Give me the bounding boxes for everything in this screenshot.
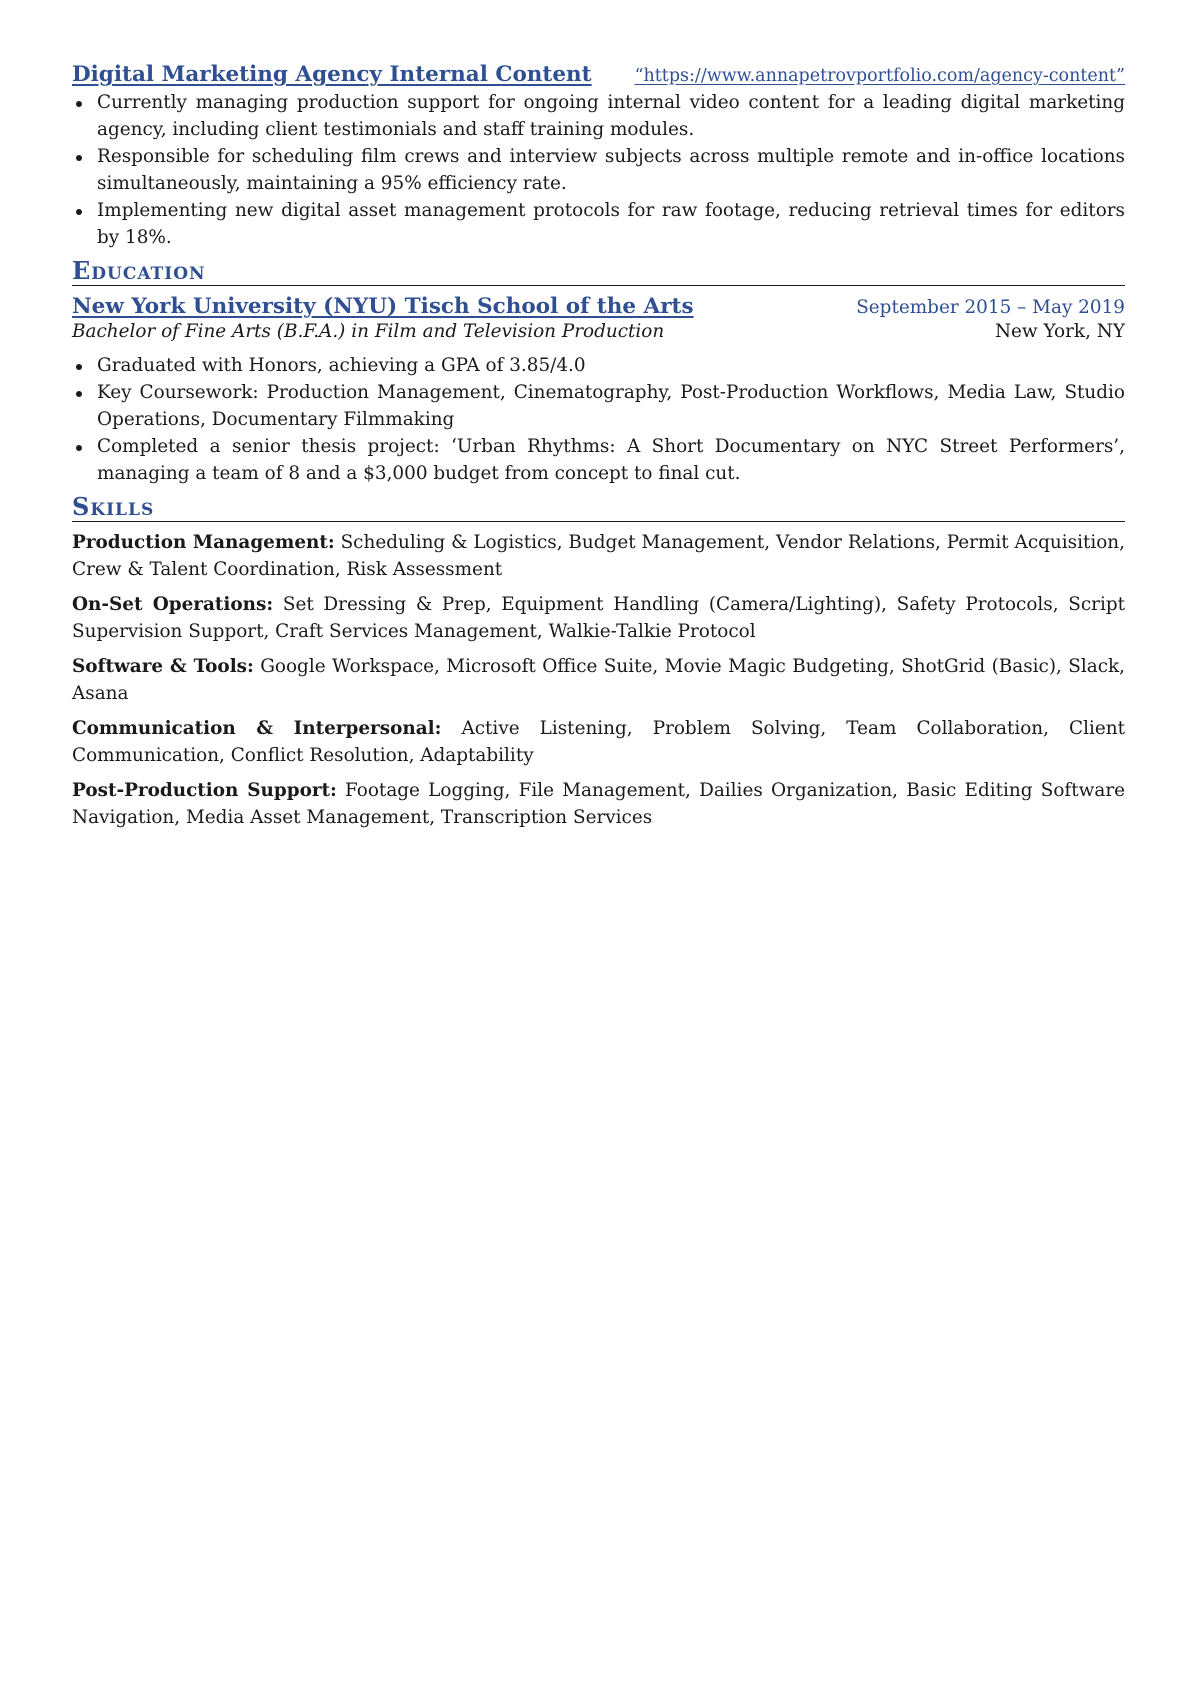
project-bullet: Implementing new digital asset management protocols for raw footage, reducing retrieval times for editors by 18%. xyxy=(72,197,1125,251)
skill-entry xyxy=(72,715,1125,769)
resume-page xyxy=(72,62,1125,831)
project-bullets xyxy=(72,89,1125,251)
skill-label: Software & Tools: xyxy=(72,656,254,677)
skill-text: Scheduling & Logistics, Budget Management, Vendor Relations, Permit Acquisition, Crew & Talent Coordination, Risk Assessment xyxy=(72,532,1125,580)
project-bullet: Responsible for scheduling film crews and interview subjects across multiple remote and in-office locations simultaneously, maintaining a 95% efficiency rate. xyxy=(72,143,1125,197)
skills-list xyxy=(72,529,1125,831)
skill-text: Set Dressing & Prep, Equipment Handling (Camera/Lighting), Safety Protocols, Script Supervision Support, Craft Services Management, Walkie-Talkie Protocol xyxy=(72,594,1125,642)
skill-text: Active Listening, Problem Solving, Team Collaboration, Client Communication, Conflict Resolution, Adaptability xyxy=(72,718,1125,766)
skill-entry xyxy=(72,777,1125,831)
education-bullet: Completed a senior thesis project: ‘Urban Rhythms: A Short Documentary on NYC Street Performers’, managing a team of 8 and a $3,000 budget from concept to final cut. xyxy=(72,433,1125,487)
project-title-link[interactable]: Digital Marketing Agency Internal Content xyxy=(72,62,592,87)
education-dates: September 2015 – May 2019 xyxy=(856,297,1125,318)
skill-entry xyxy=(72,653,1125,707)
skill-label: Post-Production Support: xyxy=(72,780,337,801)
education-location: New York, NY xyxy=(994,321,1125,342)
project-url-link[interactable]: “https://www.annapetrovportfolio.com/agency-content” xyxy=(634,66,1125,86)
education-degree: Bachelor of Fine Arts (B.F.A.) in Film and Television Production xyxy=(72,321,665,342)
project-bullet: Currently managing production support for ongoing internal video content for a leading digital marketing agency, including client testimonials and staff training modules. xyxy=(72,89,1125,143)
skills-heading: Skills xyxy=(72,493,1125,522)
skill-text: Footage Logging, File Management, Dailies Organization, Basic Editing Software Navigation, Media Asset Management, Transcription Services xyxy=(72,780,1125,828)
education-degree-row xyxy=(72,321,1125,342)
skill-label: Communication & Interpersonal: xyxy=(72,718,442,739)
education-heading: Education xyxy=(72,257,1125,286)
skill-entry xyxy=(72,591,1125,645)
education-bullet: Graduated with Honors, achieving a GPA of 3.85/4.0 xyxy=(72,352,1125,379)
education-school-link[interactable]: New York University (NYU) Tisch School of the Arts xyxy=(72,294,694,319)
project-header xyxy=(72,62,1125,87)
skill-label: On-Set Operations: xyxy=(72,594,274,615)
skill-entry xyxy=(72,529,1125,583)
education-school-row xyxy=(72,294,1125,319)
skill-text: Google Workspace, Microsoft Office Suite, Movie Magic Budgeting, ShotGrid (Basic), Slack, Asana xyxy=(72,656,1125,704)
education-bullet: Key Coursework: Production Management, Cinematography, Post-Production Workflows, Media Law, Studio Operations, Documentary Filmmaking xyxy=(72,379,1125,433)
education-bullets xyxy=(72,352,1125,487)
skill-label: Production Management: xyxy=(72,532,335,553)
